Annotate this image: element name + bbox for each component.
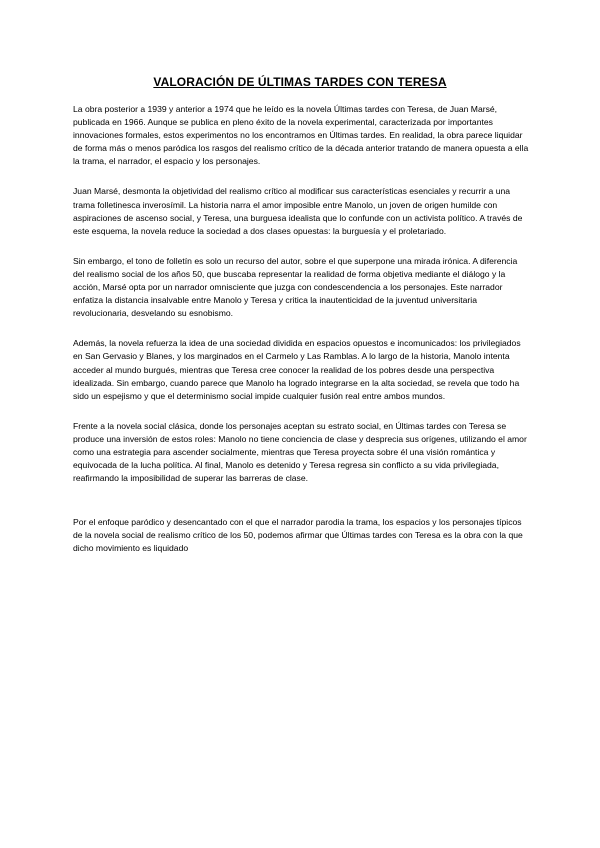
document-body [73, 103, 529, 556]
paragraph-introduction: La obra posterior a 1939 y anterior a 1974 que he leído es la novela Últimas tardes con Teresa, de Juan Marsé, publicada en 1966. Aunque se publica en pleno éxito de la novela experimental, caracterizada por importantes innovaciones formales, estos experimentos no los encontramos en Últimas tardes. En realidad, la obra parece liquidar de forma más o menos paródica los rasgos del realismo crítico de la década anterior tratando de manera opuesta a ella la trama, el narrador, el espacio y los personajes. [73, 104, 529, 167]
document-title: VALORACIÓN DE ÚLTIMAS TARDES CON TERESA [153, 75, 447, 89]
paragraph-characters: Frente a la novela social clásica, donde los personajes aceptan su estrato social, en Últimas tardes con Teresa se produce una inversión de estos roles: Manolo no tiene conciencia de clase y desprecia sus orígenes, utilizando el amor como una estrategia para ascender socialmente, mientras que Teresa proyecta sobre él una visión romántica y equivocada de la lucha política. Al final, Manolo es detenido y Teresa regresa sin conflicto a su vida privilegiada, reafirmando la imposibilidad de superar las barreras de clase. [73, 420, 527, 484]
paragraph-conclusion: Por el enfoque paródico y desencantado con el que el narrador parodia la trama, los espacios y los personajes típicos de la novela social de realismo crítico de los 50, podemos afirmar que Últimas tardes con Teresa es la obra con la que dicho movimiento es liquidado [73, 517, 523, 554]
paragraph-spaces: Además, la novela refuerza la idea de una sociedad dividida en espacios opuestos e incomunicados: los privilegiados en San Gervasio y Blanes, y los marginados en el Carmelo y Las Ramblas. A lo largo de la historia, Manolo intenta acceder al mundo burgués, mientras que Teresa cree conocer la realidad de los pobres desde una perspectiva idealizada. Sin embargo, cuando parece que Manolo ha logrado integrarse en la alta sociedad, se revela que todo ha sido un espejismo y que el determinismo social impide cualquier fusión real entre ambos mundos. [73, 338, 521, 401]
paragraph-narrator: Sin embargo, el tono de folletín es solo un recurso del autor, sobre el que superpone una mirada irónica. A diferencia del realismo social de los años 50, que buscaba representar la realidad de forma objetiva mediante el diálogo y la acción, Marsé opta por un narrador omnisciente que juzga con condescendencia a los personajes. Este narrador enfatiza la distancia insalvable entre Manolo y Teresa y critica la inautenticidad de la juventud universitaria revolucionaria, desvelando su esnobismo. [73, 255, 518, 319]
paragraph-plot: Juan Marsé, desmonta la objetividad del realismo crítico al modificar sus características esenciales y recurrir a una trama folletinesca inverosímil. La historia narra el amor imposible entre Manolo, un joven de origen humilde con aspiraciones de ascenso social, y Teresa, una burguesa idealista que lo confunde con un activista político. A través de este esquema, la novela reduce la sociedad a dos clases opuestas: la burguesía y el proletariado. [73, 186, 523, 236]
